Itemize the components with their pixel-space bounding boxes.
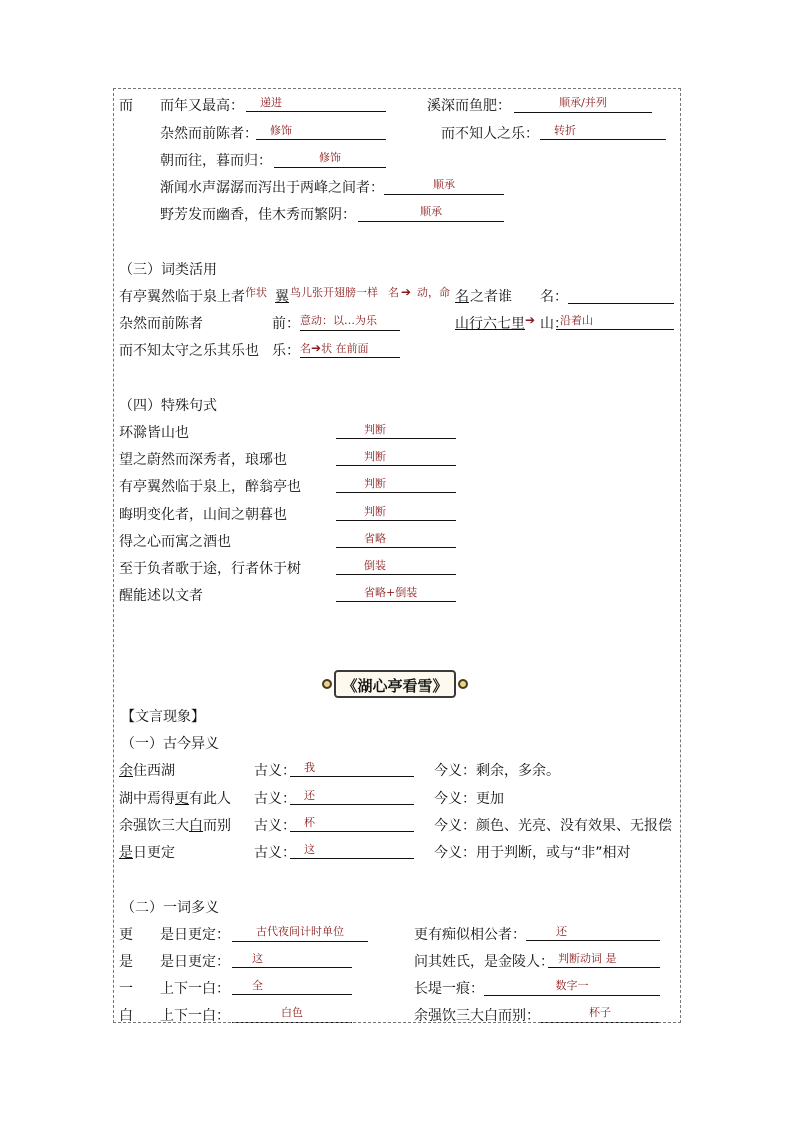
yici-answer-2[interactable]: 这 <box>232 952 352 968</box>
jushi-sentence-4: 晦明变化者，山间之朝暮也 <box>119 507 287 523</box>
er-answer-4[interactable]: 顺承 <box>384 178 504 195</box>
cilei-answer-4a: 名 <box>300 342 311 355</box>
modern-meaning-1: 剩余，多余。 <box>476 763 560 779</box>
jushi-answer-1[interactable]: 判断 <box>336 423 456 439</box>
er-answer-3[interactable]: 修饰 <box>274 151 386 168</box>
section-heading-gujin: （一）古今异义 <box>121 736 219 752</box>
section-heading-yici: （二）一词多义 <box>121 900 219 916</box>
cilei-word-3: 山： <box>540 316 568 332</box>
gujin-word-3: 白 <box>189 818 203 834</box>
cilei-sentence-2: 杂然而前陈者 <box>119 316 203 332</box>
ancient-label-2: 古义： <box>254 791 296 807</box>
cilei-sentence-1a: 有亭翼然临于泉上者 <box>119 289 245 305</box>
cilei-word-1: 名： <box>540 289 568 305</box>
ancient-label-1: 古义： <box>254 763 296 779</box>
jushi-answer-7[interactable]: 省略+倒装 <box>336 586 456 602</box>
ancient-label-4: 古义： <box>254 845 296 861</box>
gujin-word-1: 余 <box>119 763 133 779</box>
jushi-sentence-3: 有亭翼然临于泉上，醉翁亭也 <box>119 479 301 495</box>
yici-label-1: 是日更定： <box>160 927 230 943</box>
jushi-sentence-2: 望之蔚然而深秀者，琅琊也 <box>119 452 287 468</box>
ancient-answer-2[interactable]: 还 <box>290 789 414 805</box>
modern-label-1: 今义：剩余，多余。 <box>434 763 560 779</box>
gujin-word-2: 更 <box>175 791 189 807</box>
yici-char-2: 是 <box>119 954 133 970</box>
cilei-answer-4[interactable] <box>300 341 400 358</box>
keyword-er: 而 <box>119 98 133 114</box>
er-answer-1[interactable]: 递进 <box>246 96 386 112</box>
yici-answer-3[interactable]: 全 <box>232 979 352 995</box>
yici-label-1b: 更有痴似相公者： <box>414 927 526 943</box>
cilei-answer-3[interactable]: 沿着山 <box>556 314 674 330</box>
cilei-word-2: 前： <box>272 316 300 332</box>
banner-title: 《湖心亭看雪》 <box>342 677 448 695</box>
banner-box <box>334 670 456 698</box>
ornament-dot-icon <box>458 679 468 689</box>
er-label-4: 渐闻水声潺潺而泻出于两峰之间者： <box>160 180 384 196</box>
jushi-answer-6[interactable]: 倒装 <box>336 559 456 575</box>
er-answer-2b[interactable]: 转折 <box>540 124 666 140</box>
arrow-icon: ➔ <box>525 313 536 327</box>
er-answer-2[interactable]: 修饰 <box>256 124 386 140</box>
cilei-note-4: 动，命 <box>417 286 450 299</box>
modern-meaning-4: 用于判断，或与“非”相对 <box>476 845 631 861</box>
gujin-word-4: 是 <box>119 845 133 861</box>
yici-answer-2b[interactable]: 判断动词 是 <box>548 952 660 968</box>
page-frame <box>113 88 681 1023</box>
cilei-sentence-4: 而不知太守之乐其乐也 <box>119 343 259 359</box>
jushi-answer-4[interactable]: 判断 <box>336 505 456 521</box>
gujin-sentence-1 <box>119 763 175 779</box>
arrow-icon: ➔ <box>401 285 412 299</box>
section-heading-cilei: （三）词类活用 <box>119 262 217 278</box>
gujin-rest-1: 住西湖 <box>133 763 175 779</box>
yici-label-2: 是日更定： <box>160 954 230 970</box>
modern-label-2: 今义：更加 <box>434 791 504 807</box>
yici-answer-4b[interactable]: 杯子 <box>540 1006 660 1023</box>
ancient-answer-3[interactable]: 杯 <box>290 816 414 832</box>
yici-answer-4[interactable]: 白色 <box>232 1006 352 1023</box>
gujin-sentence-2: 湖中焉得更有此人 <box>119 791 231 807</box>
modern-meaning-3: 颜色、光亮、没有效果、无报偿 <box>476 818 672 834</box>
frame-bottom-edge <box>113 1022 681 1023</box>
cilei-answer-2[interactable]: 意动：以…为乐 <box>300 314 400 331</box>
yici-label-3: 上下一白： <box>160 981 230 997</box>
jushi-answer-5[interactable]: 省略 <box>336 532 456 548</box>
modern-label-3: 今义：颜色、光亮、没有效果、无报偿 <box>434 818 672 834</box>
er-answer-1b[interactable]: 顺承/并列 <box>514 96 652 113</box>
er-label-2b: 而不知人之乐： <box>441 126 539 142</box>
modern-meaning-2: 更加 <box>476 791 504 807</box>
ancient-label-3: 古义： <box>254 818 296 834</box>
modern-label-4: 今义：用于判断，或与“非”相对 <box>434 845 631 861</box>
yici-char-4: 白 <box>119 1008 133 1024</box>
ornament-dot-icon <box>322 679 332 689</box>
er-label-2: 杂然而前陈者： <box>160 126 258 142</box>
cilei-answer-4b: 状 在前面 <box>321 342 369 355</box>
gujin-sentence-3: 余强饮三大白而别 <box>119 818 231 834</box>
arrow-icon: ➔ <box>311 341 322 355</box>
cilei-note-2: 鸟儿张开翅膀一样 <box>290 286 378 299</box>
cilei-sentence-3: 山行六七里 <box>455 316 525 332</box>
title-banner <box>322 668 468 702</box>
section-heading-jushi: （四）特殊句式 <box>119 398 217 414</box>
ancient-answer-4[interactable]: 这 <box>290 843 414 859</box>
er-answer-5[interactable]: 顺承 <box>358 205 504 222</box>
jushi-sentence-1: 环滁皆山也 <box>119 425 189 441</box>
er-label-1b: 溪深而鱼肥： <box>427 98 511 114</box>
yici-char-3: 一 <box>119 981 133 997</box>
er-label-5: 野芳发而幽香，佳木秀而繁阴： <box>160 207 356 223</box>
gujin-sentence-4: 是日更定 <box>119 845 175 861</box>
yici-label-4b: 余强饮三大白而别： <box>414 1008 540 1024</box>
yici-label-3b: 长堤一痕： <box>414 981 484 997</box>
ancient-answer-1[interactable]: 我 <box>290 761 414 777</box>
jushi-sentence-7: 醒能述以文者 <box>119 588 203 604</box>
jushi-sentence-6: 至于负者歌于途，行者休于树 <box>119 561 301 577</box>
jushi-sentence-5: 得之心而寓之酒也 <box>119 534 231 550</box>
yici-answer-3b[interactable]: 数字一 <box>484 979 660 996</box>
er-label-3: 朝而往，暮而归： <box>160 153 272 169</box>
cilei-sentence-1c: 名 <box>455 289 469 305</box>
cilei-sentence-1d: 之者谁 <box>470 289 512 305</box>
cilei-word-4: 乐： <box>272 343 300 359</box>
cilei-note-3: 名 <box>388 286 399 299</box>
section-heading-wenyan: 【文言现象】 <box>121 709 205 725</box>
yici-answer-1[interactable]: 古代夜间计时单位 <box>232 925 368 942</box>
jushi-answer-2[interactable]: 判断 <box>336 450 456 466</box>
er-label-1: 而年又最高： <box>160 98 244 114</box>
yici-label-4: 上下一白： <box>160 1008 230 1024</box>
yici-char-1: 更 <box>119 927 133 943</box>
cilei-note-1: 作状 <box>245 286 267 299</box>
yici-label-2b: 问其姓氏，是金陵人： <box>414 954 554 970</box>
yici-answer-1b[interactable]: 还 <box>526 925 660 941</box>
cilei-sentence-1b: 翼 <box>275 289 289 305</box>
jushi-answer-3[interactable]: 判断 <box>336 477 456 493</box>
cilei-answer-1[interactable] <box>568 287 674 304</box>
